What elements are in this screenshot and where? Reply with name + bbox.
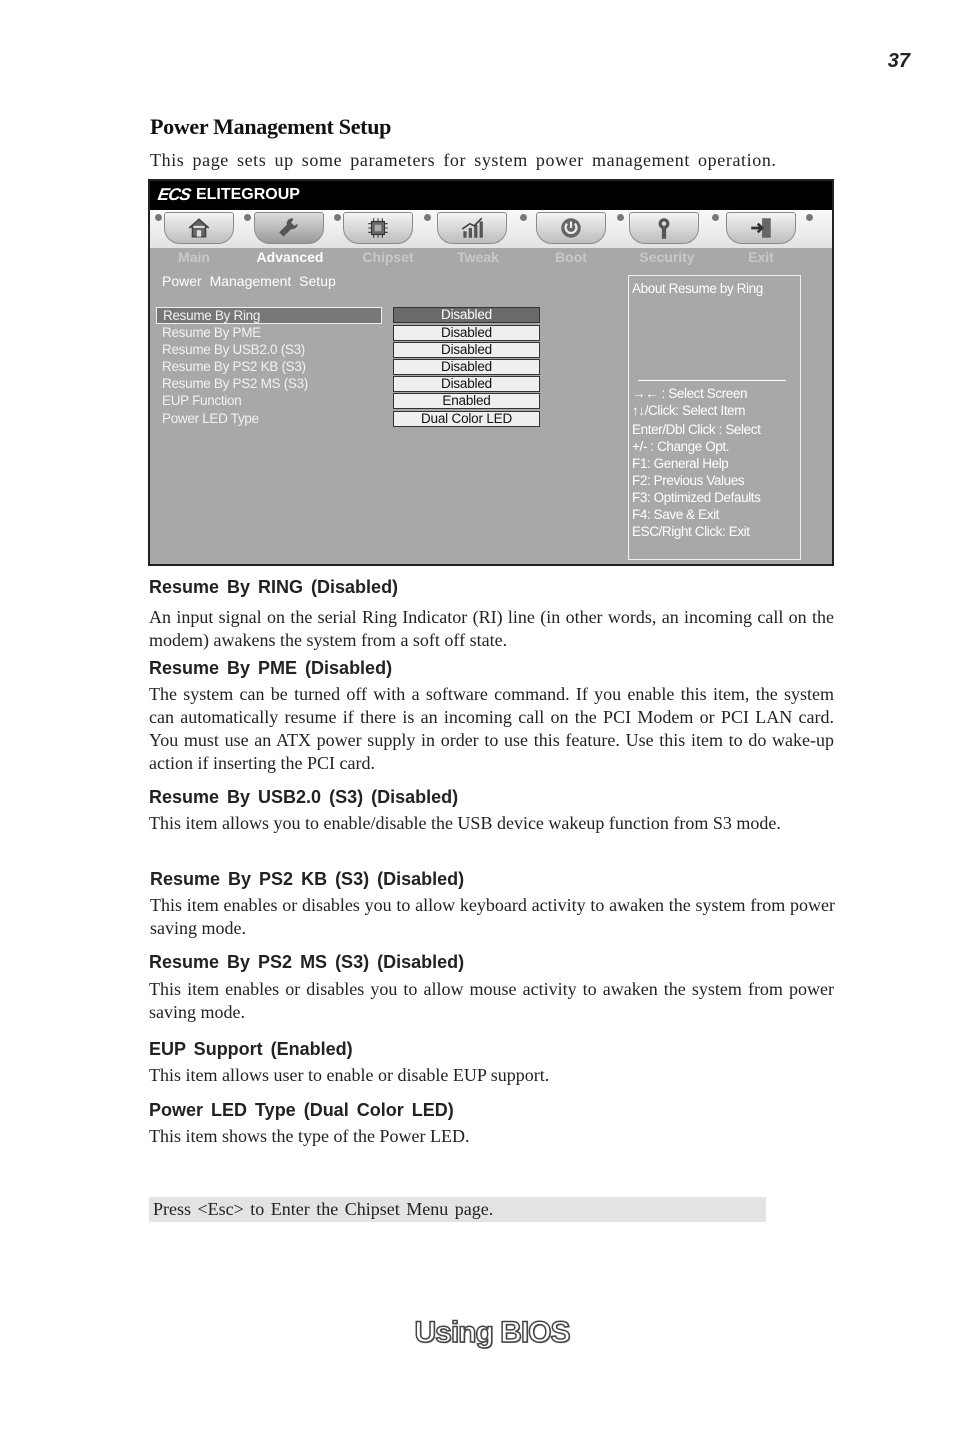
tab-knob: [155, 214, 162, 221]
setting-value-power-led-type[interactable]: Dual Color LED: [393, 411, 540, 427]
help-line: F3: Optimized Defaults: [632, 490, 761, 505]
help-line: F4: Save & Exit: [632, 507, 720, 522]
intro-text: This page sets up some parameters for system power management operation.: [150, 150, 777, 170]
tab-security[interactable]: Security: [639, 249, 695, 265]
tab-knob: [334, 214, 341, 221]
help-line: +/- : Change Opt.: [632, 439, 730, 454]
tab-chipset[interactable]: Chipset: [362, 249, 414, 265]
tab-knob: [617, 214, 624, 221]
footer-chapter-title: Using BIOS: [414, 1316, 570, 1349]
brand-name: ELITEGROUP: [195, 186, 300, 203]
text-resume-by-ps2-kb: This item enables or disables you to allow keyboard activity to awaken the system from power saving mode.: [150, 895, 835, 938]
setting-name-resume-by-ps2-ms[interactable]: Resume By PS2 MS (S3): [162, 376, 308, 391]
text-power-led-type: This item shows the type of the Power LED.: [149, 1126, 470, 1146]
bios-screen-title: Power Management Setup: [162, 273, 336, 289]
heading-resume-by-pme: Resume By PME (Disabled): [149, 658, 393, 678]
setting-name-resume-by-ring[interactable]: Resume By Ring: [156, 307, 382, 324]
tab-knob: [712, 214, 719, 221]
heading-power-led-type: Power LED Type (Dual Color LED): [149, 1100, 454, 1120]
heading-eup-support: EUP Support (Enabled): [149, 1039, 353, 1059]
ecs-logo-mark: ECS: [156, 185, 192, 204]
chart-icon[interactable]: [437, 212, 507, 244]
heading-resume-by-usb: Resume By USB2.0 (S3) (Disabled): [149, 787, 459, 807]
help-line: F1: General Help: [632, 456, 729, 471]
tab-boot[interactable]: Boot: [555, 249, 587, 265]
setting-value-eup-function[interactable]: Enabled: [393, 393, 540, 409]
bios-header: [150, 181, 832, 210]
bios-icon-bar: [150, 210, 832, 248]
setting-value-resume-by-ps2-ms[interactable]: Disabled: [393, 376, 540, 392]
help-line: Enter/Dbl Click : Select: [632, 422, 761, 437]
text-resume-by-usb: This item allows you to enable/disable the USB device wakeup function from S3 mode.: [149, 813, 781, 833]
heading-resume-by-ps2-kb: Resume By PS2 KB (S3) (Disabled): [150, 869, 465, 889]
tab-knob: [244, 214, 251, 221]
help-title: About Resume by Ring: [632, 281, 763, 296]
home-icon[interactable]: [164, 212, 234, 244]
setting-value-resume-by-ring[interactable]: Disabled: [393, 307, 540, 323]
setting-name-resume-by-ps2-kb[interactable]: Resume By PS2 KB (S3): [162, 359, 306, 374]
wrench-icon[interactable]: [254, 212, 324, 244]
tab-tweak[interactable]: Tweak: [457, 249, 499, 265]
tab-main[interactable]: Main: [178, 249, 210, 265]
bios-screenshot: [148, 179, 834, 566]
text-resume-by-ring: An input signal on the serial Ring Indicator (RI) line (in other words, an incoming call on the modem) awakens the system from a soft off state.: [149, 607, 834, 650]
help-line: ↑↓/Click: Select Item: [632, 403, 746, 418]
exit-icon[interactable]: [726, 212, 796, 244]
tab-exit[interactable]: Exit: [748, 249, 774, 265]
page-number: 37: [887, 50, 910, 72]
setting-name-eup-function[interactable]: EUP Function: [162, 393, 242, 408]
section-title: Power Management Setup: [150, 114, 392, 139]
tab-knob: [520, 214, 527, 221]
tab-knob: [806, 214, 813, 221]
help-line: →← : Select Screen: [632, 386, 748, 401]
navigation-note: Press <Esc> to Enter the Chipset Menu page.: [149, 1197, 766, 1222]
help-panel: [628, 275, 801, 560]
text-eup-support: This item allows user to enable or disable EUP support.: [149, 1065, 550, 1085]
help-line: ESC/Right Click: Exit: [632, 524, 750, 539]
help-line: F2: Previous Values: [632, 473, 745, 488]
lock-icon[interactable]: [629, 212, 699, 244]
power-icon[interactable]: [536, 212, 606, 244]
setting-name-resume-by-pme[interactable]: Resume By PME: [162, 325, 261, 340]
text-resume-by-ps2-ms: This item enables or disables you to allow mouse activity to awaken the system from power saving mode.: [149, 979, 834, 1022]
tab-knob: [424, 214, 431, 221]
setting-value-resume-by-ps2-kb[interactable]: Disabled: [393, 359, 540, 375]
text-resume-by-pme: The system can be turned off with a software command. If you enable this item, the system can automatically resume if there is an incoming call on the PCI Modem or PCI LAN card. You must use an ATX power supply in order to use this feature. Use this item to do wake-up action if inserting the PCI card.: [149, 684, 834, 773]
heading-resume-by-ps2-ms: Resume By PS2 MS (S3) (Disabled): [149, 952, 465, 972]
setting-value-resume-by-usb[interactable]: Disabled: [393, 342, 540, 358]
setting-value-resume-by-pme[interactable]: Disabled: [393, 325, 540, 341]
tab-advanced[interactable]: Advanced: [256, 249, 324, 265]
setting-name-resume-by-usb[interactable]: Resume By USB2.0 (S3): [162, 342, 306, 357]
setting-name-power-led-type[interactable]: Power LED Type: [162, 411, 259, 426]
heading-resume-by-ring: Resume By RING (Disabled): [149, 577, 399, 597]
chip-icon[interactable]: [343, 212, 413, 244]
bios-logo: [158, 185, 300, 205]
help-divider: [638, 380, 786, 381]
